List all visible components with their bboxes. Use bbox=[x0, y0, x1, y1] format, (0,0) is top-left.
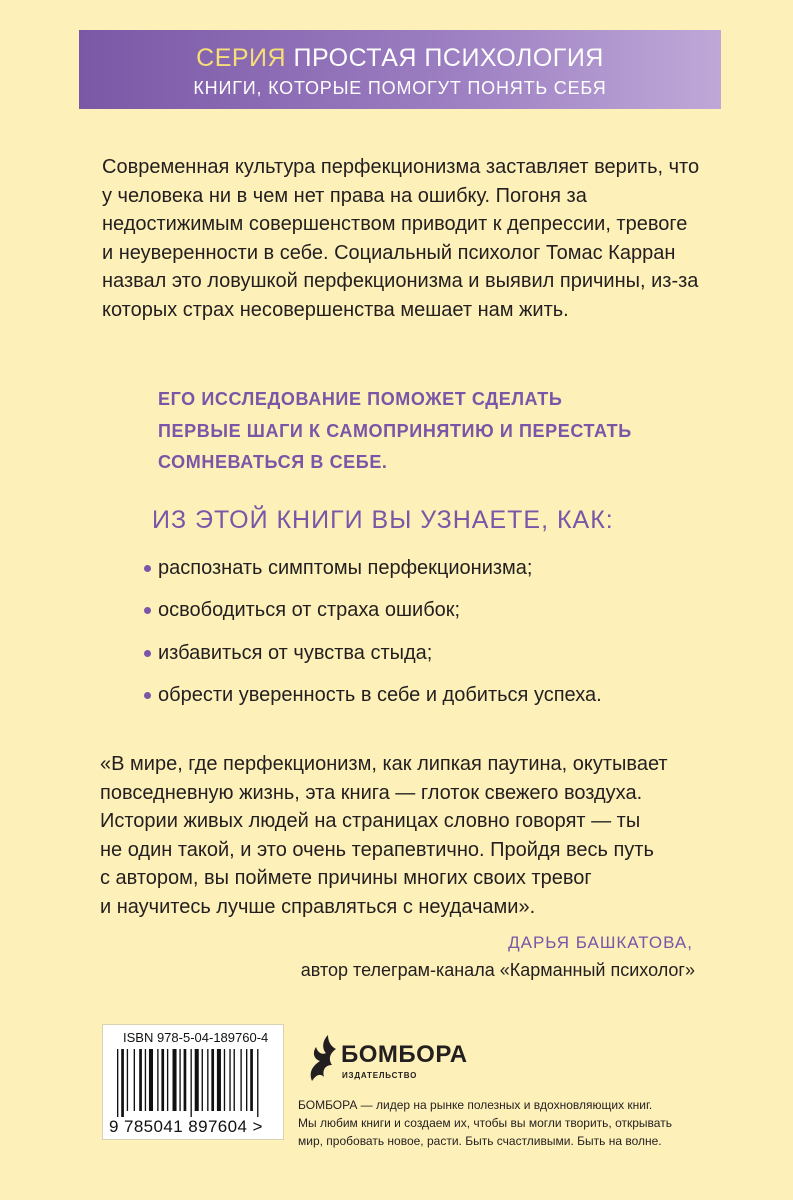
barcode-bar bbox=[246, 1049, 247, 1111]
barcode-bar bbox=[149, 1049, 153, 1111]
series-title bbox=[79, 43, 721, 73]
barcode-bar bbox=[184, 1049, 187, 1111]
series-name: ПРОСТАЯ ПСИХОЛОГИЯ bbox=[293, 44, 604, 72]
barcode-bar bbox=[179, 1049, 180, 1111]
bullet-dot-icon bbox=[144, 650, 151, 657]
testimonial-quote bbox=[100, 750, 720, 921]
publisher-name: БОМБОРА bbox=[341, 1041, 468, 1068]
highlight-line: ПЕРВЫЕ ШАГИ К САМОПРИНЯТИЮ И ПЕРЕСТАТЬ bbox=[158, 420, 632, 441]
list-item bbox=[144, 632, 744, 675]
quote-line: с автором, вы поймете причины многих своих тревог bbox=[100, 867, 592, 889]
barcode-bar bbox=[240, 1049, 241, 1111]
list-item-text: освободиться от страха ошибок; bbox=[158, 599, 461, 622]
barcode-bar bbox=[161, 1049, 164, 1111]
barcode-bar bbox=[250, 1049, 253, 1111]
series-tagline: КНИГИ, КОТОРЫЕ ПОМОГУТ ПОНЯТЬ СЕБЯ bbox=[193, 78, 607, 98]
publisher-logo bbox=[306, 1027, 466, 1089]
barcode-bar bbox=[202, 1049, 203, 1111]
barcode-bar bbox=[217, 1049, 221, 1111]
list-item bbox=[144, 675, 744, 718]
barcode-bar bbox=[211, 1049, 214, 1111]
barcode-bar bbox=[234, 1049, 235, 1111]
list-item bbox=[144, 590, 744, 633]
isbn-number: ISBN 978-5-04-189760-4 bbox=[123, 1030, 269, 1045]
blurb-line: БОМБОРА — лидер на рынке полезных и вдохновляющих книг. bbox=[298, 1098, 653, 1112]
barcode-bar bbox=[224, 1049, 225, 1111]
barcode-bar bbox=[167, 1049, 168, 1111]
bullet-dot-icon bbox=[144, 565, 151, 572]
series-word: СЕРИЯ bbox=[196, 44, 287, 72]
barcode-bar bbox=[157, 1049, 158, 1111]
quote-line: повседневную жизнь, эта книга — глоток свежего воздуха. bbox=[100, 781, 643, 804]
quote-author: ДАРЬЯ БАШКАТОВА, bbox=[508, 933, 693, 952]
quote-line: Истории живых людей на страницах словно говорят — ты bbox=[100, 810, 641, 832]
highlight-line: ЕГО ИССЛЕДОВАНИЕ ПОМОЖЕТ СДЕЛАТЬ bbox=[158, 389, 563, 409]
learn-heading: ИЗ ЭТОЙ КНИГИ ВЫ УЗНАЕТЕ, КАК: bbox=[152, 506, 614, 534]
barcode-bar bbox=[134, 1049, 135, 1111]
barcode-bar bbox=[195, 1049, 199, 1111]
highlight-statement bbox=[158, 384, 718, 479]
publisher-subtitle: ИЗДАТЕЛЬСТВО bbox=[342, 1071, 418, 1080]
publisher-mark-icon bbox=[306, 1031, 338, 1085]
series-banner bbox=[79, 30, 721, 109]
barcode-bars-icon bbox=[115, 1049, 271, 1117]
publisher-blurb bbox=[298, 1096, 688, 1150]
barcode-bar bbox=[127, 1049, 128, 1111]
bullet-dot-icon bbox=[144, 692, 151, 699]
barcode-bar bbox=[257, 1049, 258, 1117]
learn-list bbox=[144, 547, 744, 717]
blurb-line: Мы любим книги и создаем их, чтобы вы могли творить, открывать bbox=[298, 1116, 672, 1130]
barcode-bar bbox=[121, 1049, 124, 1117]
barcode-digits: 9 785041 897604 > bbox=[109, 1117, 263, 1136]
bullet-dot-icon bbox=[144, 607, 151, 614]
quote-line: не один такой, и это очень терапевтично. Пройдя весь путь bbox=[100, 838, 654, 861]
barcode-bar bbox=[229, 1049, 230, 1111]
barcode-bar bbox=[207, 1049, 208, 1111]
barcode-bar bbox=[173, 1049, 177, 1111]
list-item-text: обрести уверенность в себе и добиться успеха. bbox=[158, 684, 602, 707]
blurb-line: мир, пробовать новое, расти. Быть счастливыми. Быть на волне. bbox=[298, 1134, 662, 1148]
highlight-line: СОМНЕВАТЬСЯ В СЕБЕ. bbox=[158, 452, 388, 472]
intro-paragraph: Современная культура перфекционизма заставляет верить, что у человека ни в чем нет права на ошибку. Погоня за недостижимым совершенством приводит к депрессии, тревоге и неуверенности в себе. Социальный психолог Томас Карран назвал это ловушкой перфекционизма и выявил причины, из-за которых страх несовершенства мешает нам жить. bbox=[102, 156, 700, 321]
quote-line: и научитесь лучше справляться с неудачами». bbox=[100, 895, 536, 918]
list-item bbox=[144, 547, 744, 590]
list-item-text: распознать симптомы перфекционизма; bbox=[158, 556, 533, 579]
isbn-barcode bbox=[102, 1024, 284, 1140]
quote-line: «В мире, где перфекционизм, как липкая паутина, окутывает bbox=[100, 753, 668, 775]
list-item-text: избавиться от чувства стыда; bbox=[158, 641, 433, 664]
barcode-bar bbox=[145, 1049, 146, 1111]
quote-author-role: автор телеграм-канала «Карманный психолог» bbox=[300, 960, 695, 980]
barcode-bar bbox=[117, 1049, 118, 1117]
barcode-bar bbox=[139, 1049, 142, 1111]
barcode-bar bbox=[191, 1049, 192, 1117]
